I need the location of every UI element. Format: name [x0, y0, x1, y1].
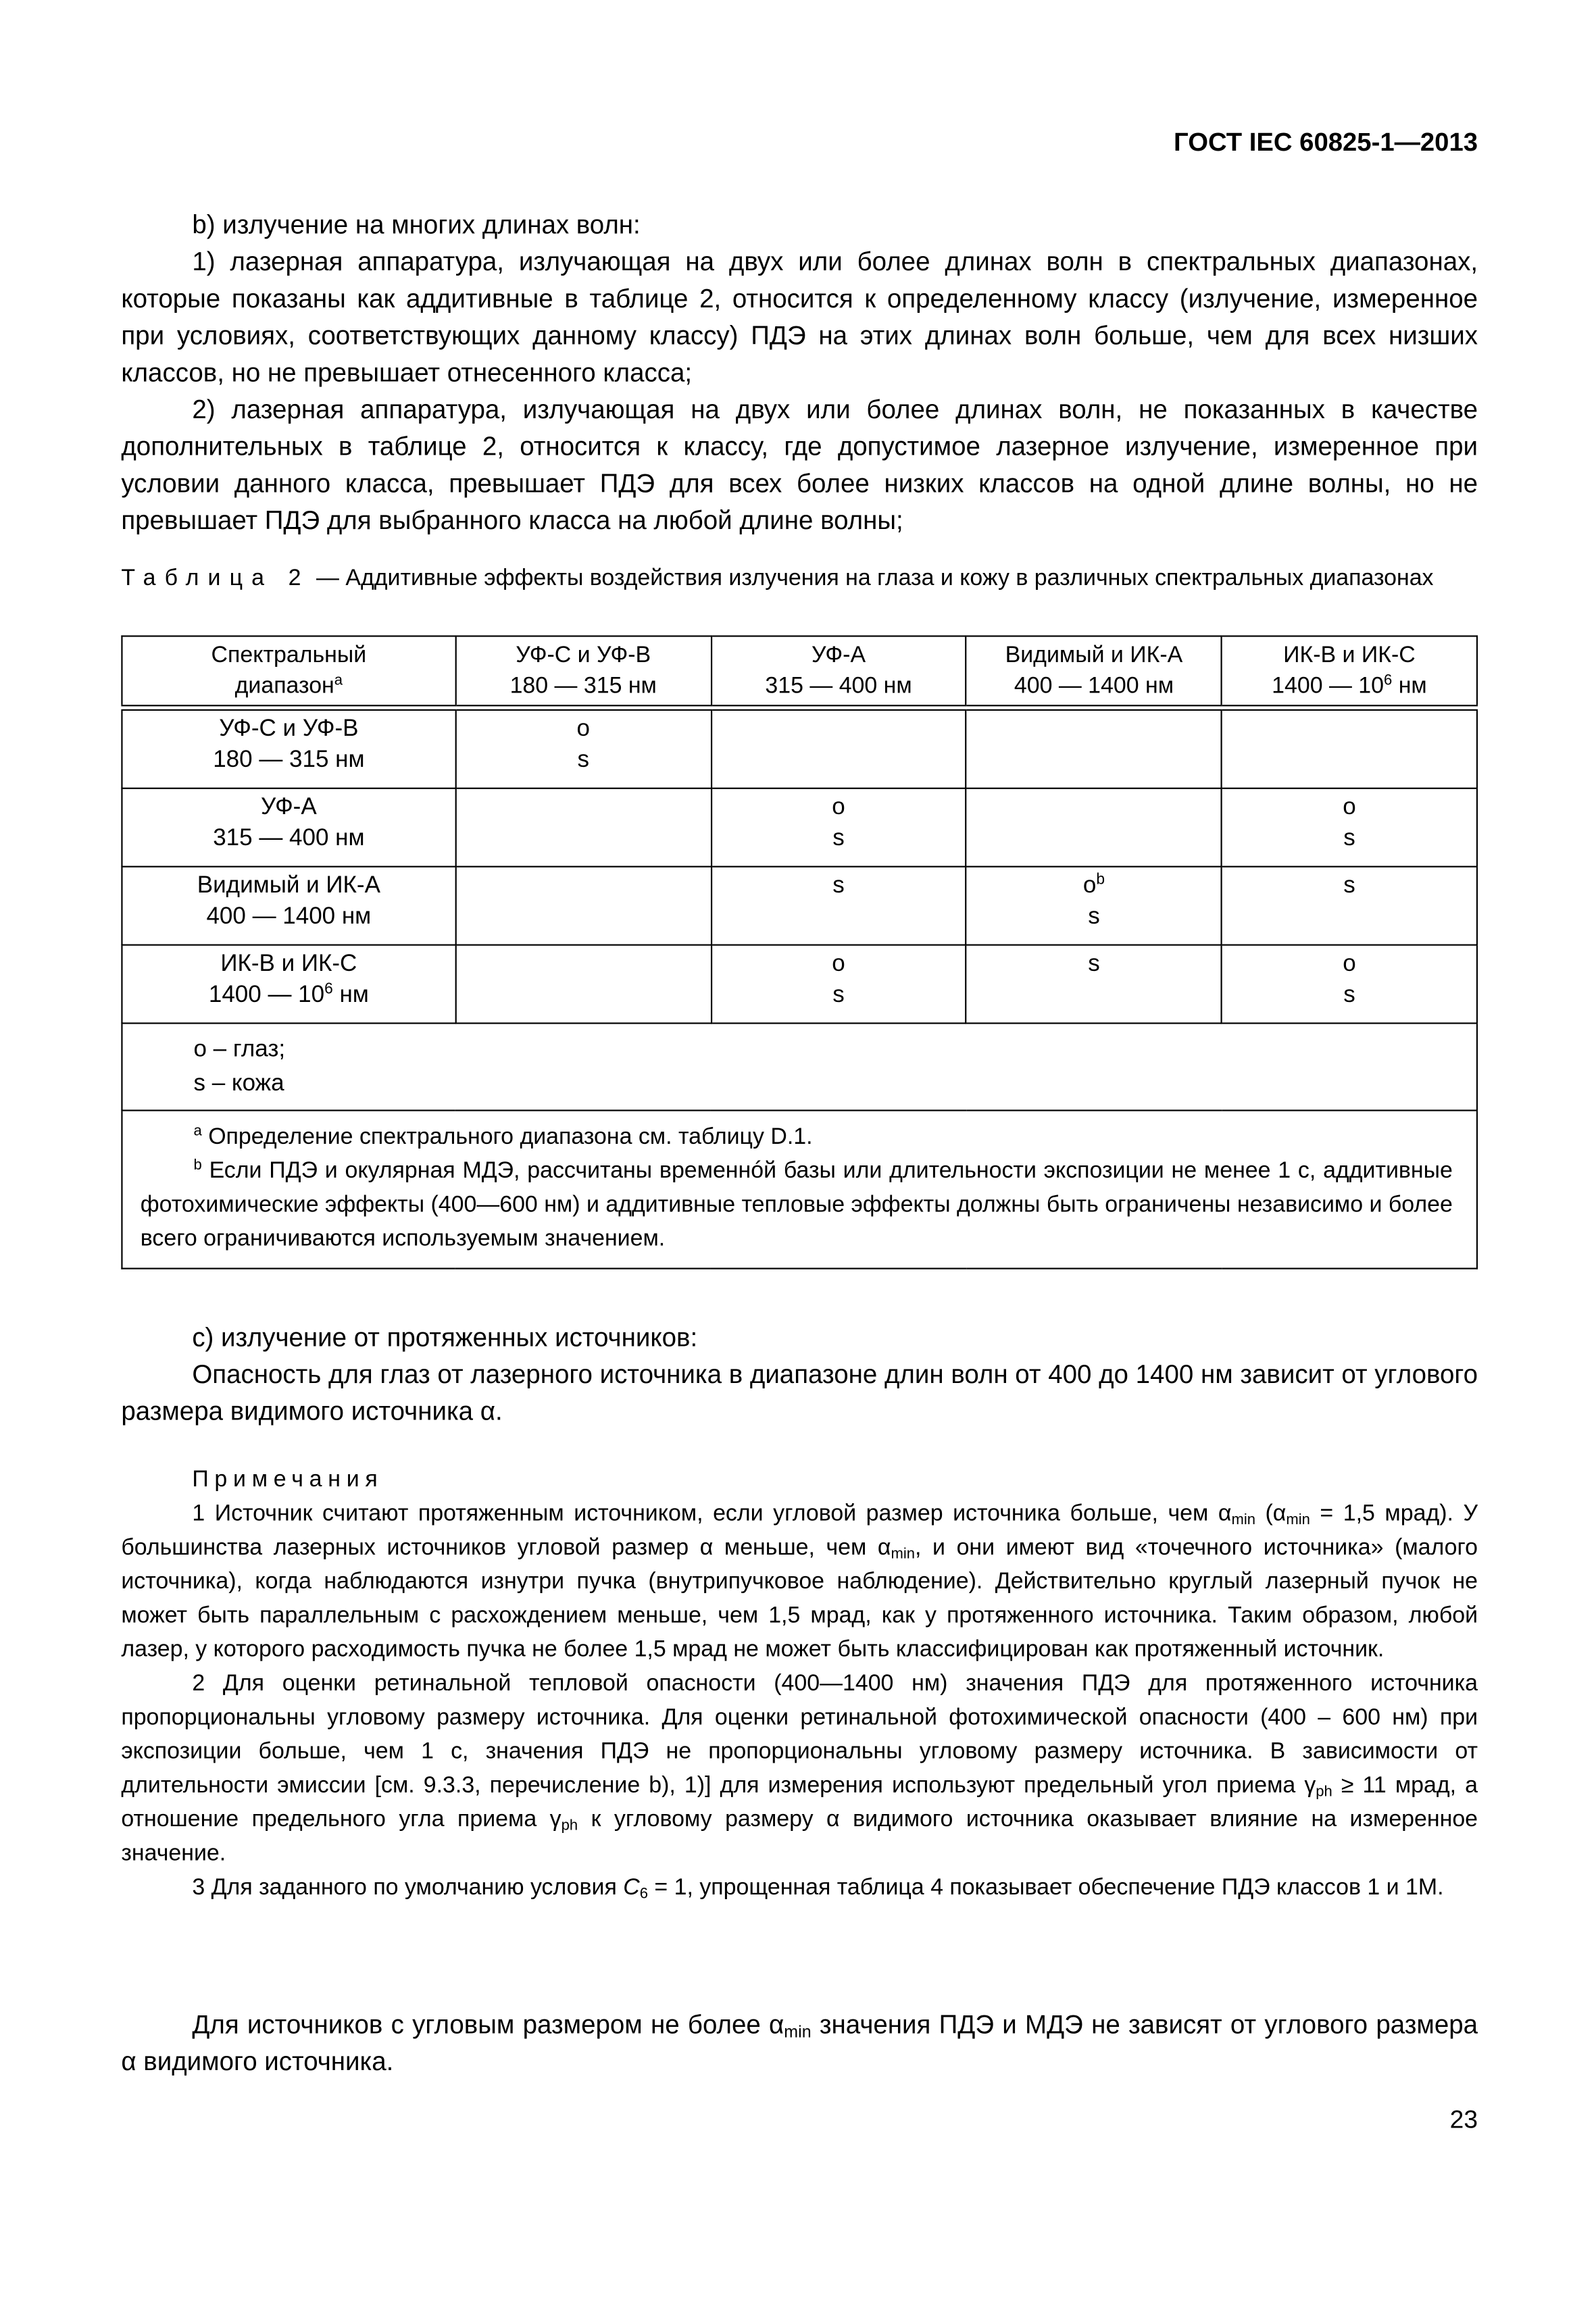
effect-cell — [1222, 788, 1477, 867]
table-row — [122, 708, 1477, 788]
effect-mark: s — [577, 747, 589, 773]
footnotes-cell — [122, 1111, 1477, 1269]
effect-mark: s — [1343, 826, 1355, 851]
column-header — [966, 636, 1222, 708]
subscript: min — [891, 1546, 916, 1563]
footnote-b: $^b$ Если ПДЭ и окулярная МДЭ, рассчитаны временнóй базы или длительности экспозиции не менее 1 с, аддитивные фотохимические эффекты (400—600 нм) и аддитивные тепловые эффекты должны быть ограничены независимо и более всего ограничиваются используемым значением. — [140, 1157, 1453, 1252]
effect-mark: $o^b$ — [1082, 872, 1105, 899]
effect-cell — [711, 867, 966, 945]
row-label: УФ-С и УФ-В — [219, 716, 359, 742]
subscript: min — [1286, 1512, 1310, 1529]
column-header-line2: 1400 — $10^6$ нм — [1272, 673, 1427, 699]
table-row — [122, 867, 1477, 945]
notes-title: Примечания — [192, 1467, 384, 1492]
effect-cell — [966, 867, 1222, 945]
effect-mark: o — [1343, 795, 1356, 820]
effect-cell — [966, 945, 1222, 1024]
effect-mark: s — [832, 982, 845, 1008]
legend-eye: o – глаз; — [193, 1037, 286, 1063]
effect-cell — [711, 788, 966, 867]
effect-mark: s — [1343, 873, 1355, 899]
column-header-line2: 315 — 400 нм — [765, 674, 912, 699]
effect-cell — [1222, 708, 1477, 788]
supscript: 6 — [324, 981, 333, 998]
supscript: b — [193, 1157, 202, 1174]
effect-mark: s — [1343, 982, 1355, 1008]
section-b — [121, 207, 1478, 539]
effect-cell — [966, 788, 1222, 867]
note-3: 3 Для заданного по умолчанию условия $C_6 = 1$, упрощенная таблица 4 показывает обеспечение ПДЭ классов 1 и 1М. — [192, 1875, 1444, 1903]
footnote-a: $^a$ Определение спектрального диапазона см. таблицу D.1. — [193, 1124, 813, 1150]
table-row — [122, 788, 1477, 867]
legend-skin: s – кожа — [193, 1071, 284, 1097]
section-c-text: Опасность для глаз от лазерного источника в диапазоне длин волн от 400 до 1400 нм зависит от углового размера видимого источника α. — [121, 1359, 1478, 1426]
table-legend — [122, 1024, 1477, 1111]
effect-cell — [455, 945, 711, 1024]
effect-cell — [455, 788, 711, 867]
row-range: 180 — 315 нм — [213, 747, 365, 773]
subscript: 6 — [639, 1886, 649, 1903]
row-range: 1400 — $10^6$ нм — [208, 981, 369, 1008]
column-header — [711, 636, 966, 708]
final-paragraph-text: Для источников с угловым размером не более $\alpha_{min}$ значения ПДЭ и МДЭ не зависят от углового размера α видимого источника. — [121, 2009, 1478, 2076]
section-c — [121, 1319, 1478, 1430]
table-row — [122, 945, 1477, 1024]
column-header-line2: 180 — 315 нм — [509, 674, 657, 699]
row-header — [122, 945, 455, 1024]
section-b-item-1: 1) лазерная аппаратура, излучающая на двух или более длинах волн в спектральных диапазонах, которые показаны как аддитивные в таблице 2, относится к определенному классу (излучение, измеренное при условиях, соответствующих данному классу) ПДЭ на этих длинах волн больше, чем для всех низших классов, но не превышает отнесенного класса; — [121, 247, 1478, 388]
table-header-row — [122, 636, 1477, 708]
table-caption-text: — Аддитивные эффекты воздействия излучения на глаза и кожу в различных спектральных диапазонах — [309, 565, 1434, 591]
effect-cell — [455, 867, 711, 945]
effect-cell — [1222, 867, 1477, 945]
subscript: min — [784, 2023, 812, 2042]
row-header — [122, 788, 455, 867]
column-header-line1: УФ-А — [811, 643, 866, 668]
note-1: 1 Источник считают протяженным источником, если угловой размер источника больше, чем $\alpha_{min}$ ($\alpha_{min} = 1,5$ мрад). У большинства лазерных источников угловой размер α меньше, чем $\alpha_{min}$, и они имеют вид «точечного источника» (малого источника), когда наблюдаются изнутри пучка (внутрипучковое наблюдение). Действительно круглый лазерный пучок не может быть параллельным с расхождением меньше, чем 1,5 мрад, как у протяженного источника. Таким образом, любой лазер, у которого расходимость пучка не более 1,5 мрад не может быть классифицирован как протяженный источник. — [121, 1501, 1478, 1663]
supscript: b — [1096, 872, 1105, 889]
effect-cell — [711, 945, 966, 1024]
effect-cell — [966, 708, 1222, 788]
section-c-title: c) излучение от протяженных источников: — [192, 1322, 698, 1353]
effect-cell — [455, 708, 711, 788]
subscript: ph — [561, 1818, 578, 1835]
table-caption-label: Таблица 2 — [121, 565, 310, 591]
column-header-line1: Видимый и ИК-А — [1005, 643, 1183, 668]
italic-symbol: C — [623, 1875, 640, 1901]
column-header — [122, 636, 455, 708]
table-footnotes — [122, 1111, 1477, 1269]
column-header-line1: Спектральный — [211, 643, 367, 668]
row-label: Видимый и ИК-А — [197, 873, 380, 899]
notes — [121, 1463, 1478, 1905]
effect-mark: s — [832, 873, 845, 899]
column-header-line2: 400 — 1400 нм — [1014, 674, 1174, 699]
column-header-line1: ИК-В и ИК-С — [1283, 643, 1416, 668]
row-label: УФ-А — [261, 795, 317, 820]
legend-cell — [122, 1024, 1477, 1111]
supscript: 6 — [1384, 673, 1393, 690]
column-header-line1: УФ-С и УФ-В — [516, 643, 651, 668]
column-header-line2: диапазон$^a$ — [234, 673, 343, 699]
effect-mark: s — [1088, 951, 1100, 977]
effect-mark: s — [832, 826, 845, 851]
effect-mark: o — [832, 951, 845, 977]
additive-effects-table — [121, 635, 1478, 1269]
row-label: ИК-В и ИК-С — [220, 951, 357, 977]
note-2: 2 Для оценки ретинальной тепловой опасности (400—1400 нм) значения ПДЭ для протяженного источника пропорциональны угловому размеру источника. Для оценки ретинальной фотохимической опасности (400 – 600 нм) при экспозиции больше, чем 1 с, значения ПДЭ не пропорциональны угловому размеру источника. В зависимости от длительности эмиссии [см. 9.3.3, перечисление b), 1)] для измерения используют предельный угол приема $\gamma_{ph} \ge 11$ мрад, а отношение предельного угла приема $\gamma_{ph}$ к угловому размеру α видимого источника оказывает влияние на измеренное значение. — [121, 1671, 1478, 1867]
effect-mark: o — [1343, 951, 1356, 977]
table-caption — [121, 563, 1478, 594]
effect-cell — [1222, 945, 1477, 1024]
section-b-item-2: 2) лазерная аппаратура, излучающая на двух или более длинах волн, не показанных в качестве дополнительных в таблице 2, относится к классу, где допустимое лазерное излучение, измеренное при условии данного класса, превышает ПДЭ для всех более низких классов на одной длине волны, но не превышает ПДЭ для выбранного класса на любой длине волны; — [121, 394, 1478, 535]
effect-mark: s — [1088, 904, 1100, 930]
row-range: 400 — 1400 нм — [206, 904, 372, 930]
supscript: a — [334, 673, 343, 690]
column-header — [455, 636, 711, 708]
column-header — [1222, 636, 1477, 708]
section-b-title: b) излучение на многих длинах волн: — [192, 209, 641, 240]
row-range: 315 — 400 нм — [213, 826, 365, 851]
effect-mark: o — [832, 795, 845, 820]
document-header: ГОСТ IEC 60825-1—2013 — [1174, 127, 1478, 157]
final-paragraph — [121, 2007, 1478, 2080]
row-header — [122, 708, 455, 788]
effect-mark: o — [576, 716, 590, 742]
subscript: ph — [1316, 1784, 1332, 1801]
row-header — [122, 867, 455, 945]
subscript: min — [1231, 1512, 1255, 1529]
supscript: a — [193, 1124, 202, 1140]
effect-cell — [711, 708, 966, 788]
page-number: 23 — [1449, 2105, 1478, 2134]
